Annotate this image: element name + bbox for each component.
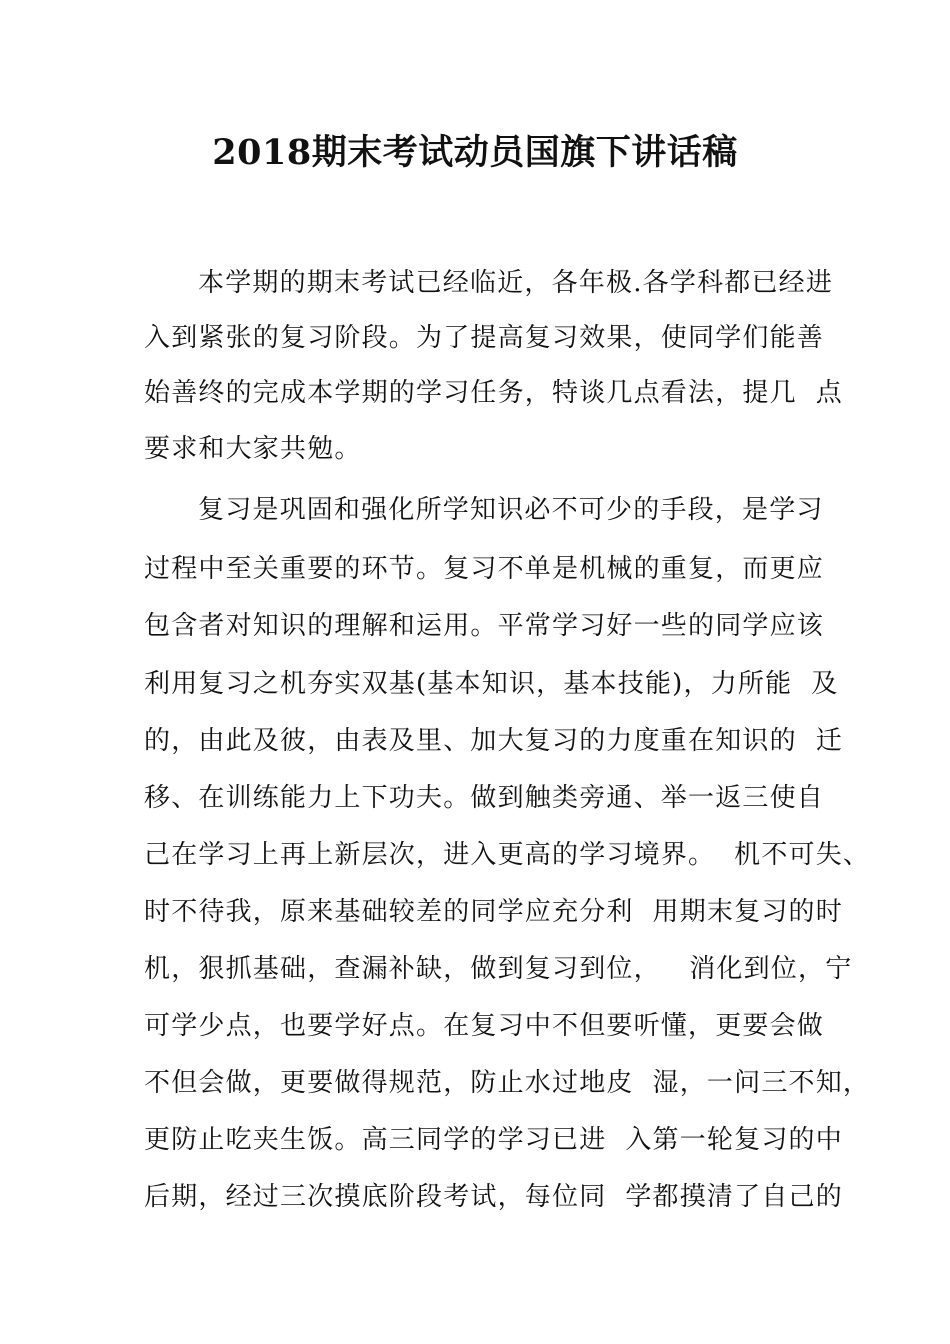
paragraph-2-line-2: 过程中至关重要的环节。复习不单是机械的重复，而更应: [144, 554, 825, 584]
paragraph-2-line-12: 更防止吃夹生饭。高三同学的学习已进 入第一轮复习的中: [144, 1125, 843, 1155]
paragraph-1-line-1: 本学期的期末考试已经临近，各年极.各学科都已经进: [198, 268, 834, 298]
paragraph-2-line-7: 己在学习上再上新层次，进入更高的学习境界。 机不可失、: [144, 840, 871, 870]
paragraph-2-line-11: 不但会做，更要做得规范，防止水过地皮 湿，一问三不知，: [144, 1068, 871, 1098]
document-title: 2018期末考试动员国旗下讲话稿: [212, 132, 738, 173]
paragraph-2-line-10: 可学少点，也要学好点。在复习中不但要听懂，更要会做: [144, 1011, 825, 1041]
paragraph-2-line-4: 利用复习之机夯实双基(基本知识，基本技能)，力所能 及: [144, 669, 839, 699]
paragraph-2-line-9: 机，狠抓基础，查漏补缺，做到复习到位， 消化到位，宁: [144, 954, 853, 984]
paragraph-1-line-4: 要求和大家共勉。: [144, 434, 362, 464]
paragraph-2-line-3: 包含者对知识的理解和运用。平常学习好一些的同学应该: [144, 611, 825, 641]
paragraph-1-line-3: 始善终的完成本学期的学习任务，特谈几点看法，提几 点: [144, 378, 843, 408]
paragraph-1-line-2: 入到紧张的复习阶段。为了提高复习效果，使同学们能善: [144, 323, 825, 353]
paragraph-2-line-13: 后期，经过三次摸底阶段考试，每位同 学都摸清了自己的: [144, 1182, 843, 1212]
paragraph-2-line-1: 复习是巩固和强化所学知识必不可少的手段，是学习: [198, 495, 824, 525]
paragraph-2-line-6: 移、在训练能力上下功夫。做到触类旁通、举一返三使自: [144, 783, 825, 813]
paragraph-2-line-8: 时不待我，原来基础较差的同学应充分利 用期末复习的时: [144, 897, 843, 927]
paragraph-2-line-5: 的，由此及彼，由表及里、加大复习的力度重在知识的 迁: [144, 726, 843, 756]
